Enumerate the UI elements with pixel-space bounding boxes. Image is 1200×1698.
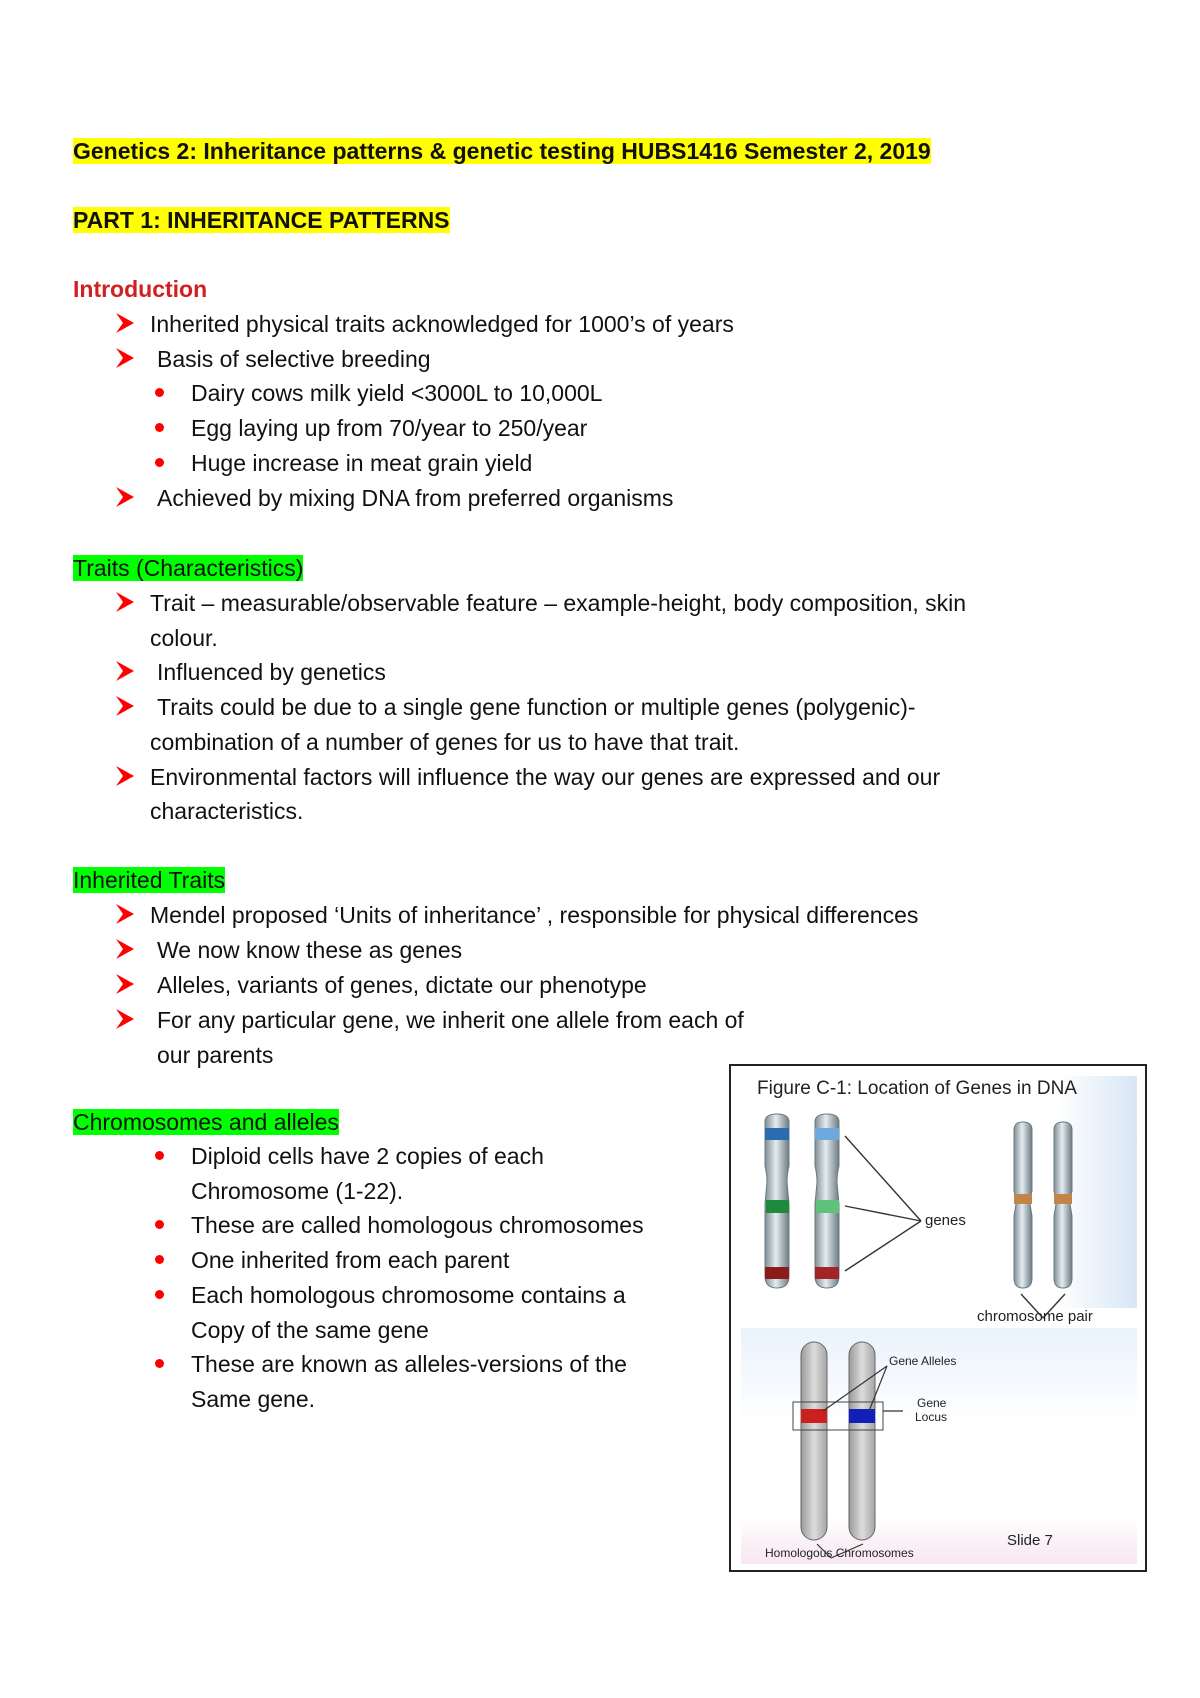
list-item: Mendel proposed ‘Units of inheritance’ , responsible for physical differences (150, 902, 919, 928)
gene-location-figure (729, 1064, 1147, 1572)
chromosome-right (815, 1114, 839, 1288)
list-item-continuation: Same gene. (191, 1386, 316, 1412)
list-item-continuation: Copy of the same gene (191, 1317, 429, 1343)
traits-heading: Traits (Characteristics) (73, 555, 304, 581)
arrow-bullet-icon (114, 694, 136, 718)
bullet-dot-icon (155, 1151, 164, 1160)
list-item: Environmental factors will influence the way our genes are expressed and our (150, 764, 941, 790)
arrow-bullet-icon (114, 764, 136, 788)
list-item: Each homologous chromosome contains a (191, 1282, 626, 1308)
list-item: Alleles, variants of genes, dictate our phenotype (157, 972, 647, 998)
arrow-bullet-icon (114, 972, 136, 996)
list-item: Achieved by mixing DNA from preferred organisms (157, 485, 674, 511)
arrow-bullet-icon (114, 659, 136, 683)
list-item: Dairy cows milk yield <3000L to 10,000L (191, 380, 603, 406)
gene-alleles-label: Gene Alleles (889, 1354, 957, 1368)
figure-title: Figure C-1: Location of Genes in DNA (757, 1078, 1077, 1099)
chromosome-pair-label: chromosome pair (977, 1308, 1093, 1325)
arrow-bullet-icon (114, 1007, 136, 1031)
list-item: These are known as alleles-versions of the (191, 1351, 627, 1377)
list-item: Traits could be due to a single gene function or multiple genes (polygenic)- (157, 694, 916, 720)
inherited-traits-heading: Inherited Traits (73, 867, 226, 893)
bullet-dot-icon (155, 458, 164, 467)
list-item-continuation: colour. (150, 625, 218, 651)
bullet-dot-icon (155, 1290, 164, 1299)
list-item: For any particular gene, we inherit one allele from each of (157, 1007, 744, 1033)
list-item-continuation: combination of a number of genes for us to have that trait. (150, 729, 740, 755)
homologous-chromosomes-label: Homologous Chromosomes (765, 1546, 914, 1560)
homologous-chromosomes (793, 1342, 883, 1540)
arrow-bullet-icon (114, 485, 136, 509)
list-item: Trait – measurable/observable feature – example-height, body composition, skin (150, 590, 967, 616)
list-item-continuation: Chromosome (1-22). (191, 1178, 404, 1204)
chromosomes-heading: Chromosomes and alleles (73, 1109, 339, 1135)
bullet-dot-icon (155, 423, 164, 432)
list-item: Influenced by genetics (157, 659, 386, 685)
genes-pointer-arrows (845, 1136, 921, 1271)
list-item: One inherited from each parent (191, 1247, 510, 1273)
bullet-dot-icon (155, 1359, 164, 1368)
genes-label: genes (925, 1212, 966, 1229)
arrow-bullet-icon (114, 590, 136, 614)
list-item: We now know these as genes (157, 937, 463, 963)
slide-number-label: Slide 7 (1007, 1532, 1053, 1549)
list-item: Basis of selective breeding (157, 346, 431, 372)
list-item: Diploid cells have 2 copies of each (191, 1143, 544, 1169)
bullet-dot-icon (155, 1220, 164, 1229)
introduction-heading: Introduction (73, 276, 208, 302)
chromosome-pair (1014, 1122, 1072, 1288)
gene-locus-label: Gene (917, 1396, 947, 1410)
bullet-dot-icon (155, 1255, 164, 1264)
bullet-dot-icon (155, 388, 164, 397)
arrow-bullet-icon (114, 902, 136, 926)
chromosome-left (765, 1114, 789, 1288)
document-title: Genetics 2: Inheritance patterns & genetic testing HUBS1416 Semester 2, 2019 (73, 138, 931, 164)
arrow-bullet-icon (114, 346, 136, 370)
arrow-bullet-icon (114, 311, 136, 335)
list-item: These are called homologous chromosomes (191, 1212, 644, 1238)
list-item: Egg laying up from 70/year to 250/year (191, 415, 588, 441)
list-item: Inherited physical traits acknowledged for 1000’s of years (150, 311, 734, 337)
arrow-bullet-icon (114, 937, 136, 961)
gene-locus-label: Locus (915, 1410, 948, 1424)
list-item: Huge increase in meat grain yield (191, 450, 533, 476)
part-heading: PART 1: INHERITANCE PATTERNS (73, 207, 450, 233)
list-item-continuation: our parents (157, 1042, 274, 1068)
list-item-continuation: characteristics. (150, 798, 304, 824)
